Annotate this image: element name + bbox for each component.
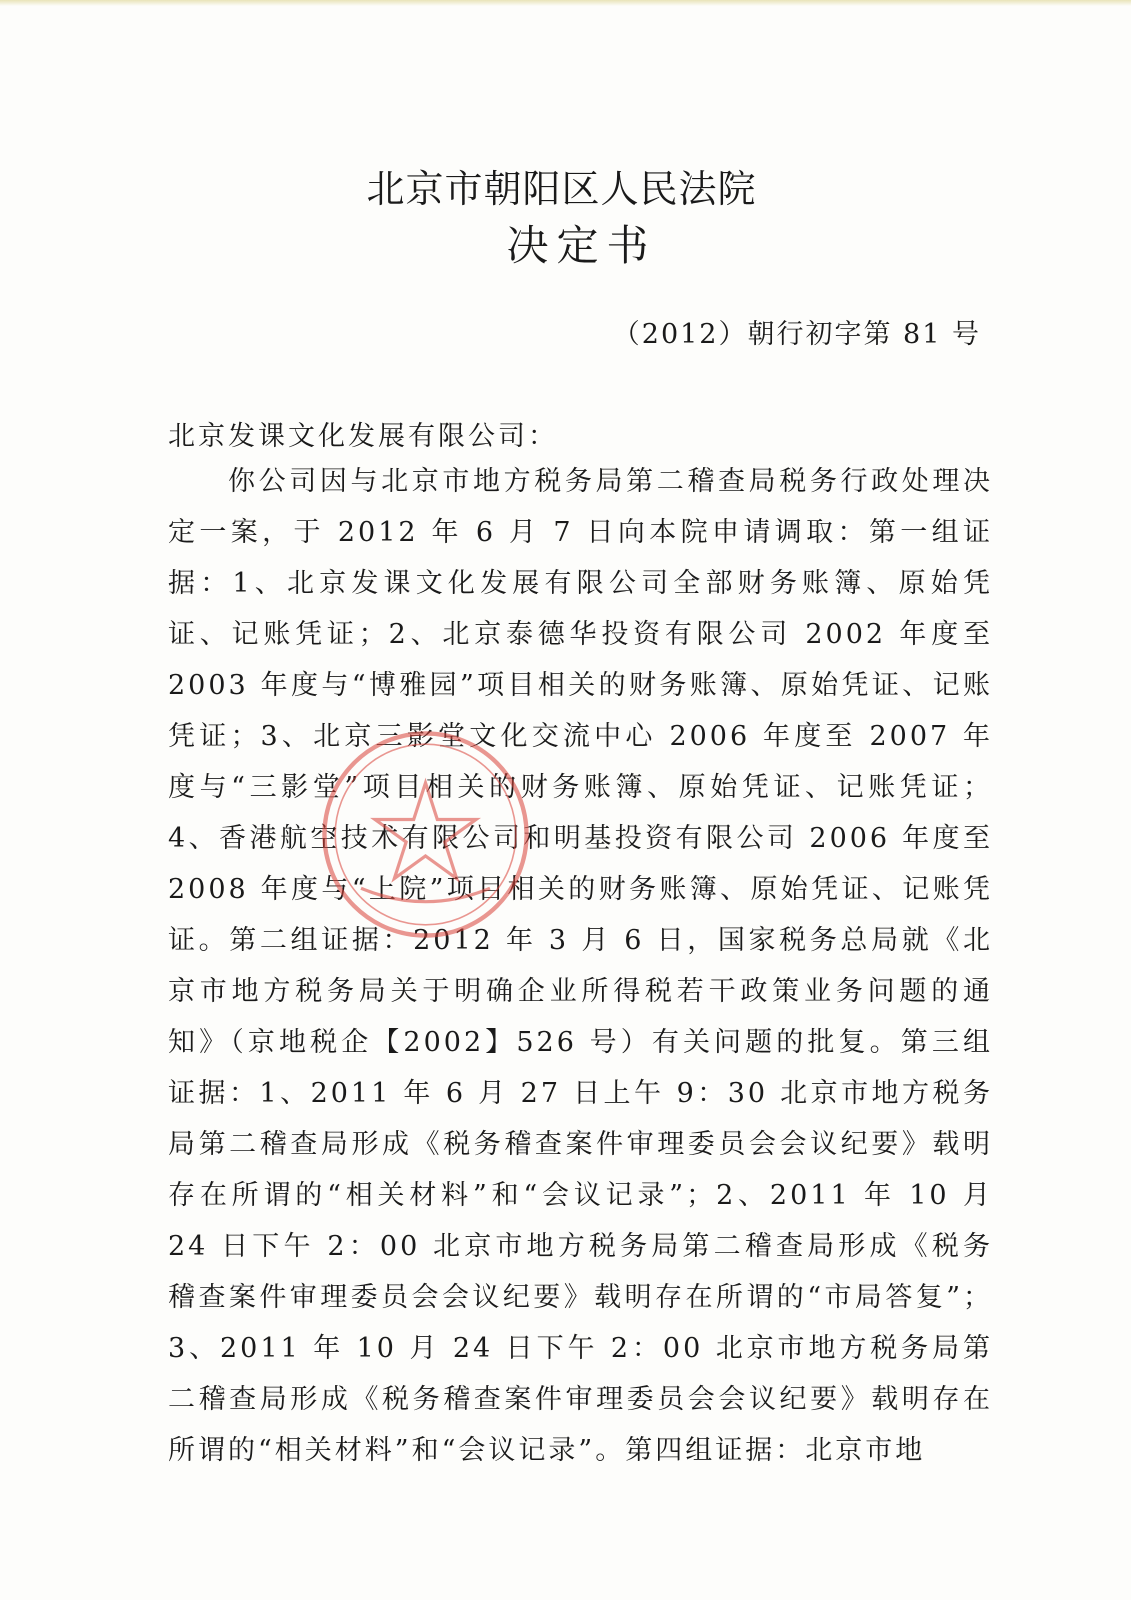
addressee: 北京发课文化发展有限公司：	[168, 421, 558, 452]
scan-edge	[0, 0, 1131, 6]
court-name: 北京市朝阳区人民法院	[366, 167, 757, 211]
body-paragraph: 你公司因与北京市地方税务局第二稽查局税务行政处理决定一案，于 2012 年 6 月 7 日向本院申请调取：第一组证据：1、北京发课文化发展有限公司全部财务账簿、原始凭证、记账凭证；2、北京泰德华投资有限公司 2002 年度至 2003 年度与“博雅园”项目相关的财务账簿、原始凭证、记账凭证；3、北京三影堂文化交流中心 2006 年度至 2007 年度与“三影堂”项目相关的财务账簿、原始凭证、记账凭证；4、香港航空技术有限公司和明基投资有限公司 2006 年度至 2008 年度与“上院”项目相关的财务账簿、原始凭证、记账凭证。第二组证据：2012 年 3 月 6 日，国家税务总局就《北京市地方税务局关于明确企业所得税若干政策业务问题的通知》（京地税企【2002】526 号）有关问题的批复。第三组证据：1、2011 年 6 月 27 日上午 9：30 北京市地方税务局第二稽查局形成《税务稽查案件审理委员会会议纪要》载明存在所谓的“相关材料”和“会议记录”；2、2011 年 10 月 24 日下午 2：00 北京市地方税务局第二稽查局形成《税务稽查案件审理委员会会议纪要》载明存在所谓的“市局答复”；3、2011 年 10 月 24 日下午 2：00 北京市地方税务局第二稽查局形成《税务稽查案件审理委员会会议纪要》载明存在所谓的“相关材料”和“会议记录”。第四组证据：北京市地	[168, 466, 993, 1466]
document-type-title: 决定书	[506, 221, 657, 270]
case-number: （2012）朝行初字第 81 号	[612, 319, 981, 350]
